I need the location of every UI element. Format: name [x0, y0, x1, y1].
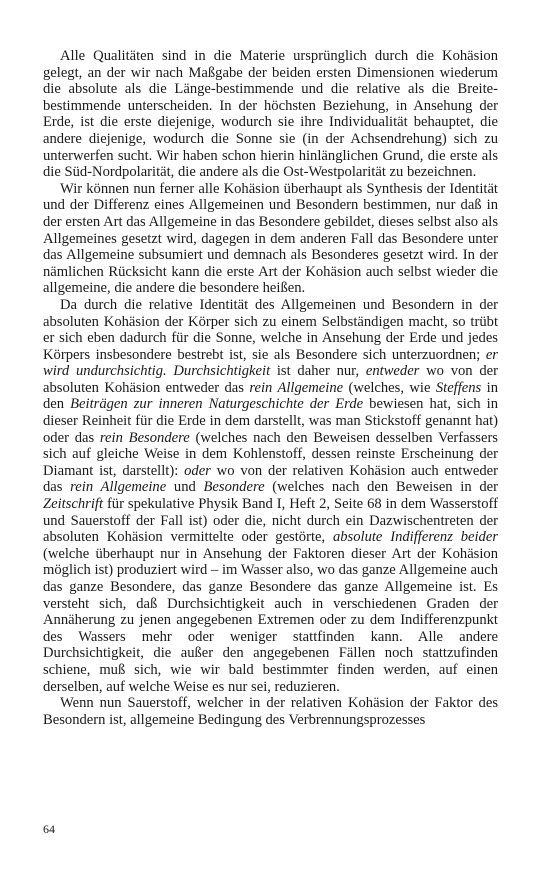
italic-text: Zeitschrift	[43, 496, 103, 513]
italic-text: rein Allgemeine	[70, 479, 167, 496]
text-run: wo von der absoluten Kohäsion entweder das	[43, 363, 498, 396]
text-run: (welches, wie	[343, 379, 436, 396]
text-run: bewiesen hat, sich in dieser Reinheit für die Erde in dem darstellt, was man Stickstoff genannt hat) oder das	[43, 396, 498, 446]
page-number: 64	[43, 822, 55, 836]
paragraph	[43, 297, 498, 695]
body-text	[43, 48, 498, 728]
italic-text: Beiträgen zur inneren Naturgeschichte der Erde	[70, 396, 364, 413]
paragraph	[43, 48, 498, 181]
text-run: (welches nach den Beweisen desselben Verfassers sich auf gleiche Weise in dem Kohlenstoff, dessen reinste Erscheinung der Diamant ist, darstellt):	[43, 429, 498, 479]
italic-text: rein Allgemeine	[249, 379, 344, 396]
text-run: Wenn nun Sauerstoff, welcher in der relativen Kohäsion der Faktor des Besondern ist, allgemeine Bedingung des Verbrennungsprozesses	[43, 695, 498, 728]
text-run: Alle Qualitäten sind in die Materie ursprünglich durch die Kohäsion gelegt, an der wir nach Maßgabe der beiden ersten Dimensionen wiederum die absolute als die Länge-bestimmende und die relative als die Breite-bestimmende unterscheiden. In der höchsten Beziehung, in Ansehung der Erde, ist die erste diejenige, wodurch sie ihre Individualität behauptet, die andere diejenige, wodurch die Sonne sie (in der Achsendrehung) sich zu unterwerfen sucht. Wir haben schon hierin hinlänglichen Grund, die erste als die Süd-Nordpolarität, die andere als die Ost-Westpolarität zu bezeichnen.	[43, 48, 498, 181]
text-run: und	[166, 479, 204, 496]
italic-text: er wird undurchsichtig. Durchsichtigkeit	[43, 346, 498, 380]
text-run: in den	[43, 379, 498, 413]
text-run: Da durch die relative Identität des Allgemeinen und Besondern in der absoluten Kohäsion der Körper sich zu einem Selbständigen macht, so trübt er sich eben dadurch für die Sonne, welche in Ansehung der Erde und jedes Körpers insbesondere bestrebt ist, sie als Besondere sich unterzuordnen;	[43, 296, 498, 363]
italic-text: Besondere	[203, 479, 265, 496]
italic-text: absolute Indifferenz beider	[332, 529, 499, 546]
text-run: Wir können nun ferner alle Kohäsion überhaupt als Synthesis der Identität und der Differenz eines Allgemeinen und Besondern bestimmen, nur daß in der ersten Art das Allgemeine in das Besondere gebildet, dieses selbst also als Allgemeines gesetzt wird, dagegen in dem anderen Fall das Besondere unter das Allgemeine subsumiert und demnach als Besonderes gesetzt wird. In der nämlichen Rücksicht kann die erste Art der Kohäsion auch selbst wieder die allgemeine, die andere die besondere heißen.	[43, 180, 498, 297]
text-run: für spekulative Physik Band I, Heft 2, Seite 68 in dem Wasserstoff und Sauerstoff der Fall ist) oder die, nicht durch ein Dazwischentreten der absoluten Kohäsion vermittelte oder gestörte,	[43, 496, 498, 546]
text-run: (welches nach den Beweisen in der	[264, 479, 498, 496]
italic-text: entweder	[365, 363, 420, 380]
text-run: (welche überhaupt nur in Ansehung der Faktoren dieser Art der Kohäsion möglich ist) produziert wird – im Wasser also, wo das ganze Allgemeine auch das ganze Besondere, das ganze Besondere das ganze Allgemeine ist. Es versteht sich, daß Durchsichtigkeit auch in verschiedenen Graden der Annäherung zu jenen angegebenen Extremen oder zu dem Indifferenzpunkt des Wassers mehr oder weniger stattfinden kann. Alle andere Durchsichtigkeit, die außer den angegebenen Fällen noch stattzufinden schiene, muß sich, wie wir bald bestimmter finden werden, auf einen derselben, auf welche Weise es nur sei, reduzieren.	[43, 545, 498, 695]
paragraph	[43, 181, 498, 297]
italic-text: Steffens	[435, 379, 482, 396]
paragraph	[43, 695, 498, 728]
text-run: wo von der relativen Kohäsion auch entweder das	[43, 462, 498, 496]
italic-text: oder	[184, 462, 211, 479]
italic-text: rein Besondere	[99, 429, 190, 446]
text-run: ist daher nur,	[270, 363, 366, 380]
